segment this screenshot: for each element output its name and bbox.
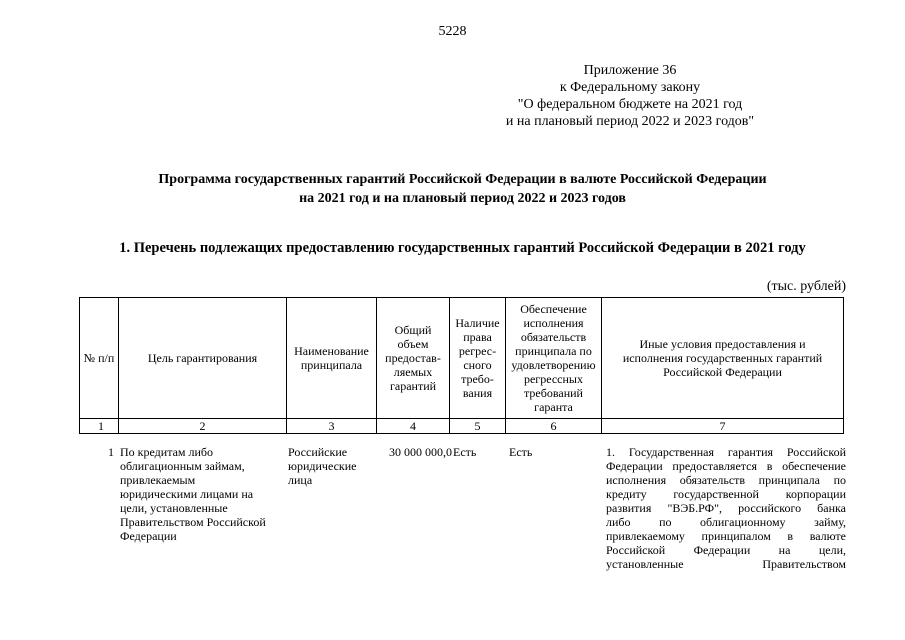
appendix-line: "О федеральном бюджете на 2021 год bbox=[517, 97, 743, 112]
conditions-line: Российской Федерации на цели, bbox=[606, 543, 846, 557]
conditions-line: либо по облигационному займу, bbox=[606, 515, 846, 529]
appendix-line: и на плановый период 2022 и 2023 годов" bbox=[505, 114, 755, 129]
column-number: 2 bbox=[119, 419, 287, 434]
page-number: 5228 bbox=[438, 24, 467, 39]
conditions-line: кредиту государственной корпорации bbox=[606, 487, 846, 501]
row-security: Есть bbox=[509, 445, 533, 459]
column-number: 7 bbox=[602, 419, 844, 434]
conditions-line: исполнения обязательств принципала по bbox=[606, 473, 846, 487]
appendix-header bbox=[470, 62, 790, 130]
column-number: 1 bbox=[80, 419, 119, 434]
row-principal: Российские юридические лица bbox=[288, 445, 357, 487]
column-number-row bbox=[80, 419, 844, 434]
table-header-row bbox=[80, 298, 844, 419]
row-conditions bbox=[606, 445, 846, 571]
header-regress: Наличие права регрес- сного требо- вания bbox=[450, 298, 506, 419]
header-volume: Общий объем предостав- ляемых гарантий bbox=[377, 298, 450, 419]
section-title: 1. Перечень подлежащих предоставлению государственных гарантий Российской Федерации в 2021 году bbox=[119, 240, 806, 256]
program-title-line: Программа государственных гарантий Российской Федерации в валюте Российской Федерации bbox=[158, 172, 767, 187]
header-conditions: Иные условия предоставления и исполнения государственных гарантий Российской Федерации bbox=[602, 298, 844, 419]
appendix-line: к Федеральному закону bbox=[559, 80, 701, 95]
header-purpose: Цель гарантирования bbox=[119, 298, 287, 419]
conditions-line: Федерации предоставляется в обеспечение bbox=[606, 459, 846, 473]
program-title bbox=[0, 170, 905, 208]
conditions-line: установленные Правительством bbox=[606, 557, 846, 571]
column-number: 6 bbox=[506, 419, 602, 434]
row-volume: 30 000 000,0 bbox=[389, 445, 452, 459]
row-purpose: По кредитам либо облигационным займам, привлекаемым юридическими лицами на цели, установленные Правительством Российской Федерации bbox=[120, 445, 266, 543]
conditions-line: 1. Государственная гарантия Российской bbox=[606, 445, 846, 459]
appendix-line: Приложение 36 bbox=[583, 63, 677, 78]
column-number: 5 bbox=[450, 419, 506, 434]
conditions-line: развития "ВЭБ.РФ", российского банка bbox=[606, 501, 846, 515]
column-number: 3 bbox=[287, 419, 377, 434]
header-security: Обеспечение исполнения обязательств принципала по удовлетворению регрессных требований гаранта bbox=[506, 298, 602, 419]
units-label: (тыс. рублей) bbox=[766, 279, 846, 294]
row-regress: Есть bbox=[453, 445, 477, 459]
guarantees-table-header bbox=[79, 297, 844, 434]
row-number: 1 bbox=[108, 445, 114, 459]
program-title-line: на 2021 год и на плановый период 2022 и 2023 годов bbox=[299, 191, 626, 206]
column-number: 4 bbox=[377, 419, 450, 434]
header-number: № п/п bbox=[80, 298, 119, 419]
conditions-line: привлекаемому принципалом в валюте bbox=[606, 529, 846, 543]
header-principal: Наименование принципала bbox=[287, 298, 377, 419]
